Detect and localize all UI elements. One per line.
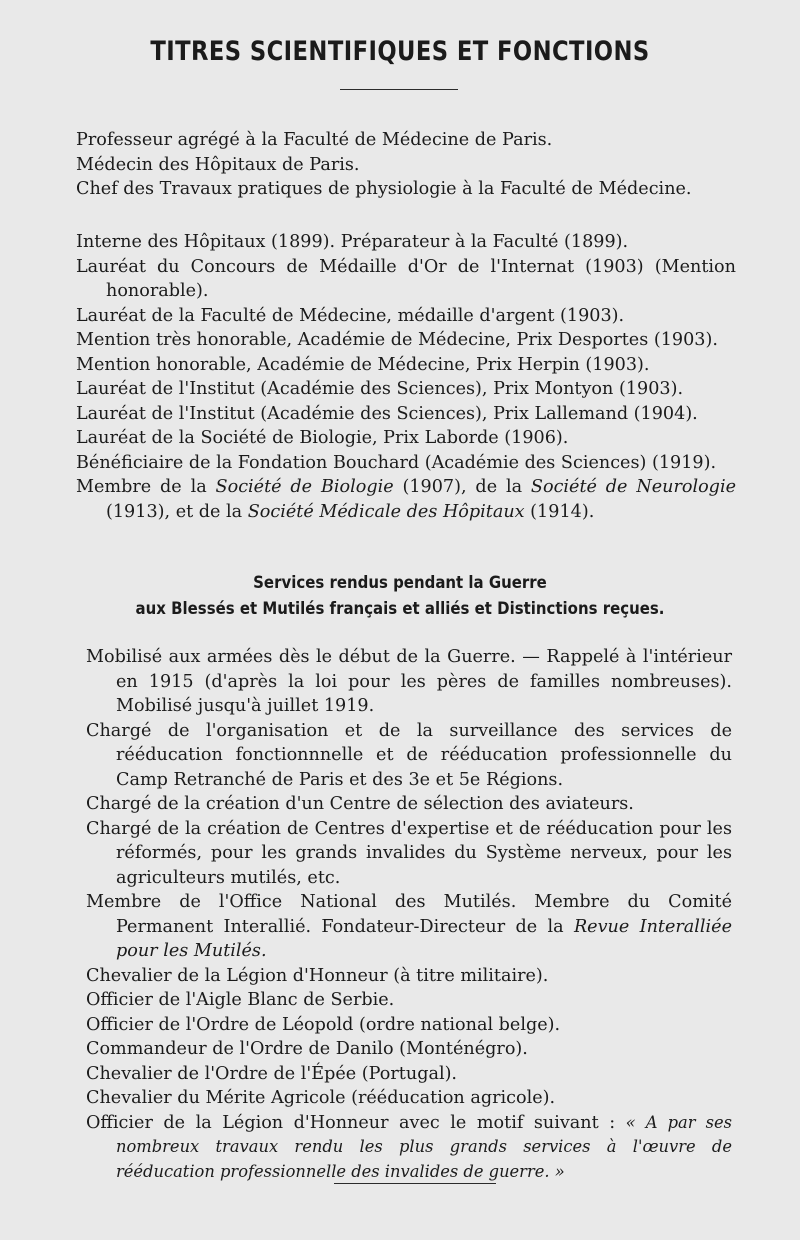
membership-suffix: (1914). — [524, 501, 595, 522]
position-item: Professeur agrégé à la Faculté de Médecine de Paris. — [76, 130, 553, 150]
position-item: Chef des Travaux pratiques de physiologie à la Faculté de Médecine. — [76, 179, 692, 199]
section-heading-line1: Services rendus pendant la Guerre — [253, 573, 547, 593]
membership-mid1: (1907), de la — [393, 477, 531, 497]
section-heading-line2: aux Blessés et Mutilés français et alliés et Distinctions reçues. — [135, 599, 665, 619]
position-item: Médecin des Hôpitaux de Paris. — [76, 154, 360, 175]
services-list — [86, 645, 732, 1184]
society-medical: Société Médicale des Hôpitaux — [247, 501, 525, 522]
title-item: Bénéficiaire de la Fondation Bouchard (Académie des Sciences) (1919). — [76, 452, 717, 473]
title-item: Mention très honorable, Académie de Médecine, Prix Desportes (1903). — [76, 330, 718, 350]
page-title: TITRES SCIENTIFIQUES ET FONCTIONS — [150, 36, 650, 67]
title-item: Lauréat du Concours de Médaille d'Or de l'Internat (1903) (Mention honorable). — [76, 256, 736, 301]
final-text: Officier de la Légion d'Honneur avec le motif suivant : — [86, 1112, 626, 1133]
title-item: Mention honorable, Académie de Médecine, Prix Herpin (1903). — [76, 354, 650, 375]
distinction-item: Officier de l'Aigle Blanc de Serbie. — [86, 990, 395, 1010]
society-biology: Société de Biologie — [215, 477, 394, 497]
title-item: Lauréat de la Faculté de Médecine, médaille d'argent (1903). — [76, 305, 625, 326]
office-text: Membre de l'Office National des Mutilés. Membre du Comité Permanent Interallié. Fondateur-Directeur de la — [86, 892, 732, 937]
title-item: Lauréat de la Société de Biologie, Prix Laborde (1906). — [76, 428, 569, 448]
office-item — [86, 890, 732, 964]
distinction-item: Commandeur de l'Ordre de Danilo (Monténégro). — [86, 1039, 528, 1059]
final-distinction-item — [86, 1111, 732, 1185]
titles-list — [76, 230, 736, 524]
distinction-item: Officier de l'Ordre de Léopold (ordre national belge). — [86, 1014, 561, 1035]
distinction-item: Chevalier de la Légion d'Honneur (à titre militaire). — [86, 965, 549, 986]
title-rule — [340, 89, 458, 90]
distinction-item: Chevalier du Mérite Agricole (rééducation agricole). — [86, 1088, 556, 1108]
title-item: Lauréat de l'Institut (Académie des Sciences), Prix Lallemand (1904). — [76, 403, 698, 424]
membership-item — [76, 475, 736, 524]
service-item: Chargé de la création d'un Centre de sélection des aviateurs. — [86, 794, 634, 814]
service-item: Chargé de l'organisation et de la surveillance des services de rééducation fonctionnnelle et de rééducation professionnelle du Camp Retranché de Paris et des 3e et 5e Régions. — [86, 720, 732, 790]
title-item: Interne des Hôpitaux (1899). Préparateur à la Faculté (1899). — [76, 232, 629, 252]
society-neurology: Société de Neurologie — [530, 477, 736, 497]
title-item: Lauréat de l'Institut (Académie des Sciences), Prix Montyon (1903). — [76, 379, 684, 399]
service-item: Chargé de la création de Centres d'expertise et de rééducation pour les réformés, pour les grands invalides du Système nerveux, pour les agriculteurs mutilés, etc. — [86, 818, 732, 888]
positions-list — [76, 128, 736, 202]
closing-rule — [334, 1183, 496, 1184]
distinction-item: Chevalier de l'Ordre de l'Épée (Portugal). — [86, 1063, 458, 1084]
membership-mid2: (1913), et de la — [106, 501, 248, 522]
service-item: Mobilisé aux armées dès le début de la Guerre. — Rappelé à l'intérieur en 1915 (d'après la loi pour les pères de familles nombreuses). Mobilisé jusqu'à juillet 1919. — [86, 647, 732, 716]
membership-prefix: Membre de la — [76, 477, 216, 497]
citation-quote: « A par ses nombreux travaux rendu les plus grands services à l'œuvre de rééducation professionnelle des invalides de guerre. » — [116, 1112, 732, 1181]
journal-title: Revue Interalliée pour les Mutilés. — [116, 916, 732, 961]
